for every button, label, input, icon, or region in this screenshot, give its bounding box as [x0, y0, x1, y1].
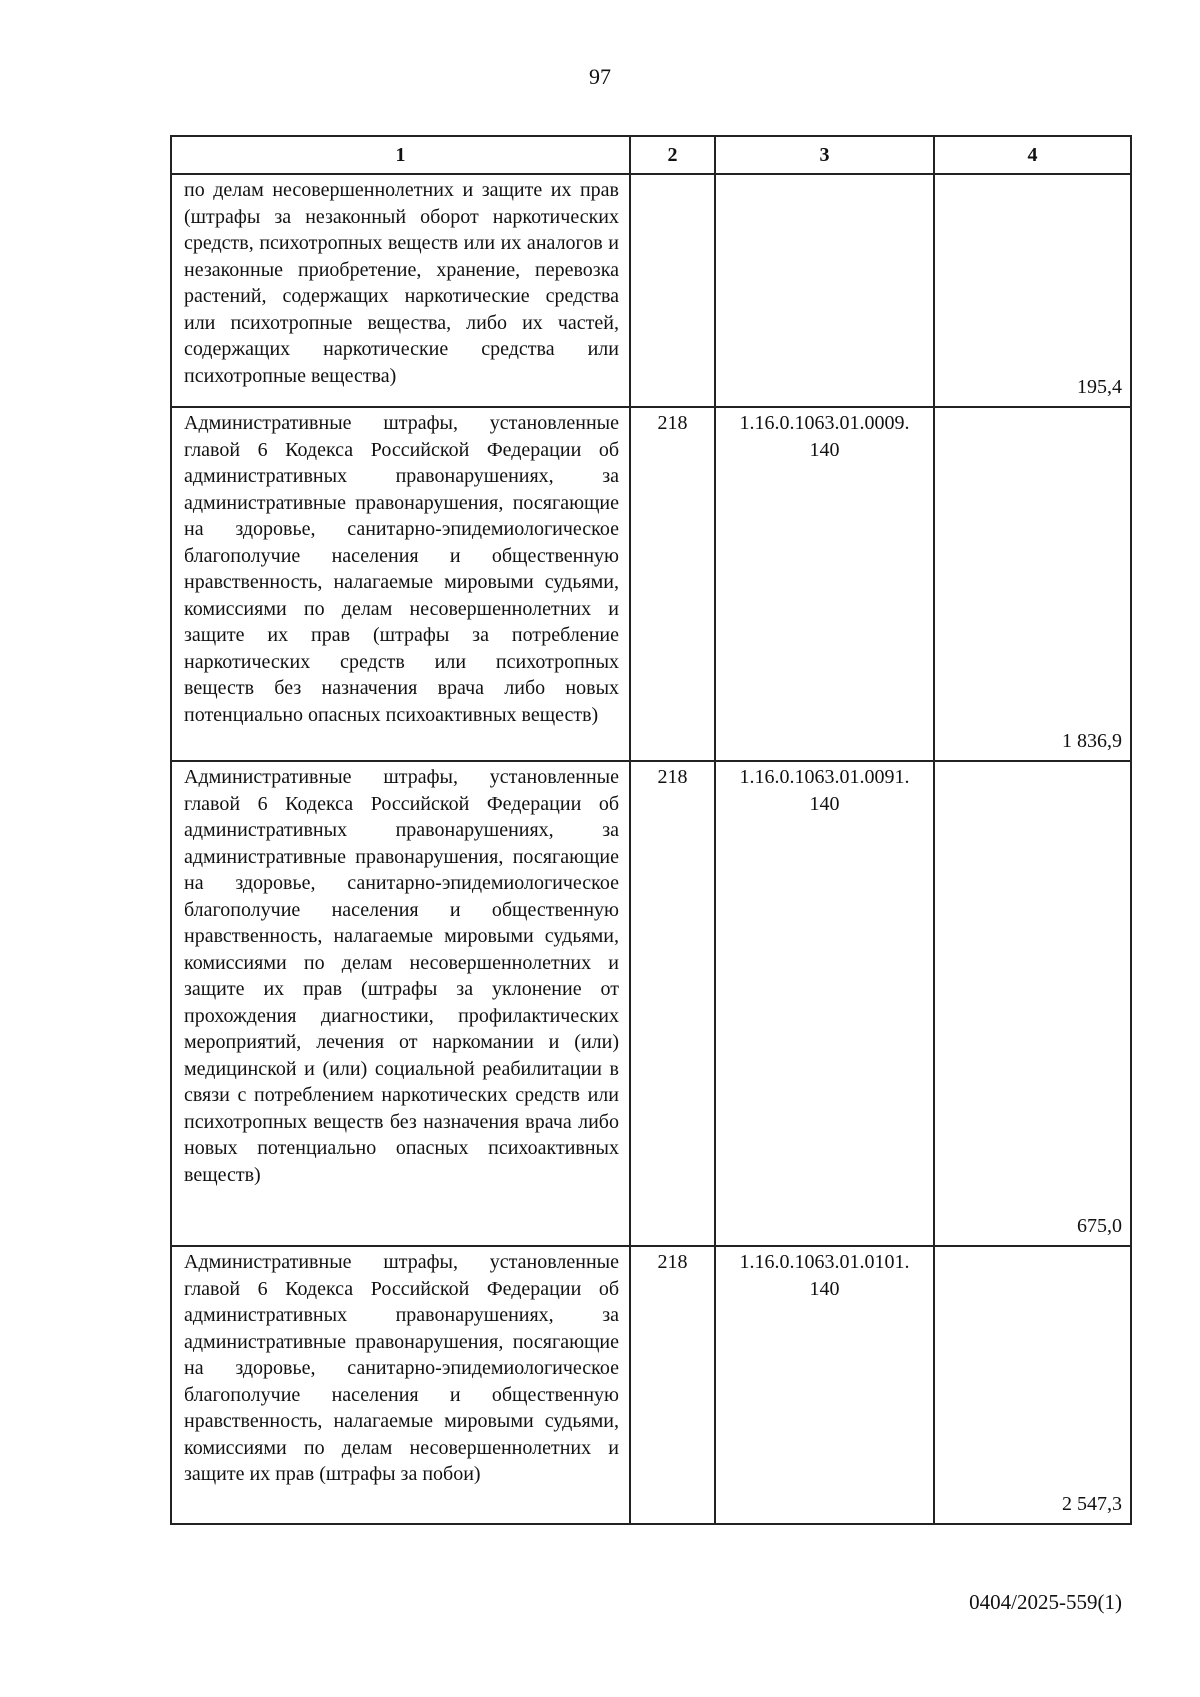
- row-amount: 195,4: [934, 174, 1131, 407]
- row-description: Административные штрафы, установленные главой 6 Кодекса Российской Федерации об административных правонарушениях, за административные правонарушения, посягающие на здоровье, санитарно-эпидемиологическое благополучие населения и общественную нравственность, налагаемые мировыми судьями, комиссиями по делам несовершеннолетних и защите их прав (штрафы за побои): [171, 1246, 630, 1524]
- document-id: 0404/2025-559(1): [969, 1590, 1122, 1614]
- row-kbk-code: 1.16.0.1063.01.0091. 140: [715, 761, 934, 1246]
- table-row: [171, 761, 1131, 1246]
- table-header-row: [171, 136, 1131, 174]
- row-amount: 1 836,9: [934, 407, 1131, 761]
- row-description: по делам несовершеннолетних и защите их прав (штрафы за незаконный оборот наркотических средств, психотропных веществ или их аналогов и незаконные приобретение, хранение, перевозка растений, содержащих наркотические средства или психотропные вещества, либо их частей, содержащих наркотические средства или психотропные вещества): [171, 174, 630, 407]
- table-row: [171, 174, 1131, 407]
- header-col-3: 3: [715, 136, 934, 174]
- page-number: 97: [589, 64, 611, 89]
- row-kbk-code: [715, 174, 934, 407]
- row-kbk-code: 1.16.0.1063.01.0009. 140: [715, 407, 934, 761]
- row-admin-code: 218: [630, 761, 715, 1246]
- row-admin-code: 218: [630, 1246, 715, 1524]
- header-col-1: 1: [171, 136, 630, 174]
- row-amount: 675,0: [934, 761, 1131, 1246]
- table-row: [171, 407, 1131, 761]
- row-admin-code: [630, 174, 715, 407]
- row-admin-code: 218: [630, 407, 715, 761]
- header-col-2: 2: [630, 136, 715, 174]
- table-row: [171, 1246, 1131, 1524]
- budget-table: [170, 135, 1132, 1525]
- header-col-4: 4: [934, 136, 1131, 174]
- row-kbk-code: 1.16.0.1063.01.0101. 140: [715, 1246, 934, 1524]
- row-amount: 2 547,3: [934, 1246, 1131, 1524]
- row-description: Административные штрафы, установленные главой 6 Кодекса Российской Федерации об административных правонарушениях, за административные правонарушения, посягающие на здоровье, санитарно-эпидемиологическое благополучие населения и общественную нравственность, налагаемые мировыми судьями, комиссиями по делам несовершеннолетних и защите их прав (штрафы за уклонение от прохождения диагностики, профилактических мероприятий, лечения от наркомании и (или) медицинской и (или) социальной реабилитации в связи с потреблением наркотических средств или психотропных веществ без назначения врача либо новых потенциально опасных психоактивных веществ): [171, 761, 630, 1246]
- row-description: Административные штрафы, установленные главой 6 Кодекса Российской Федерации об административных правонарушениях, за административные правонарушения, посягающие на здоровье, санитарно-эпидемиологическое благополучие населения и общественную нравственность, налагаемые мировыми судьями, комиссиями по делам несовершеннолетних и защите их прав (штрафы за потребление наркотических средств или психотропных веществ без назначения врача либо новых потенциально опасных психоактивных веществ): [171, 407, 630, 761]
